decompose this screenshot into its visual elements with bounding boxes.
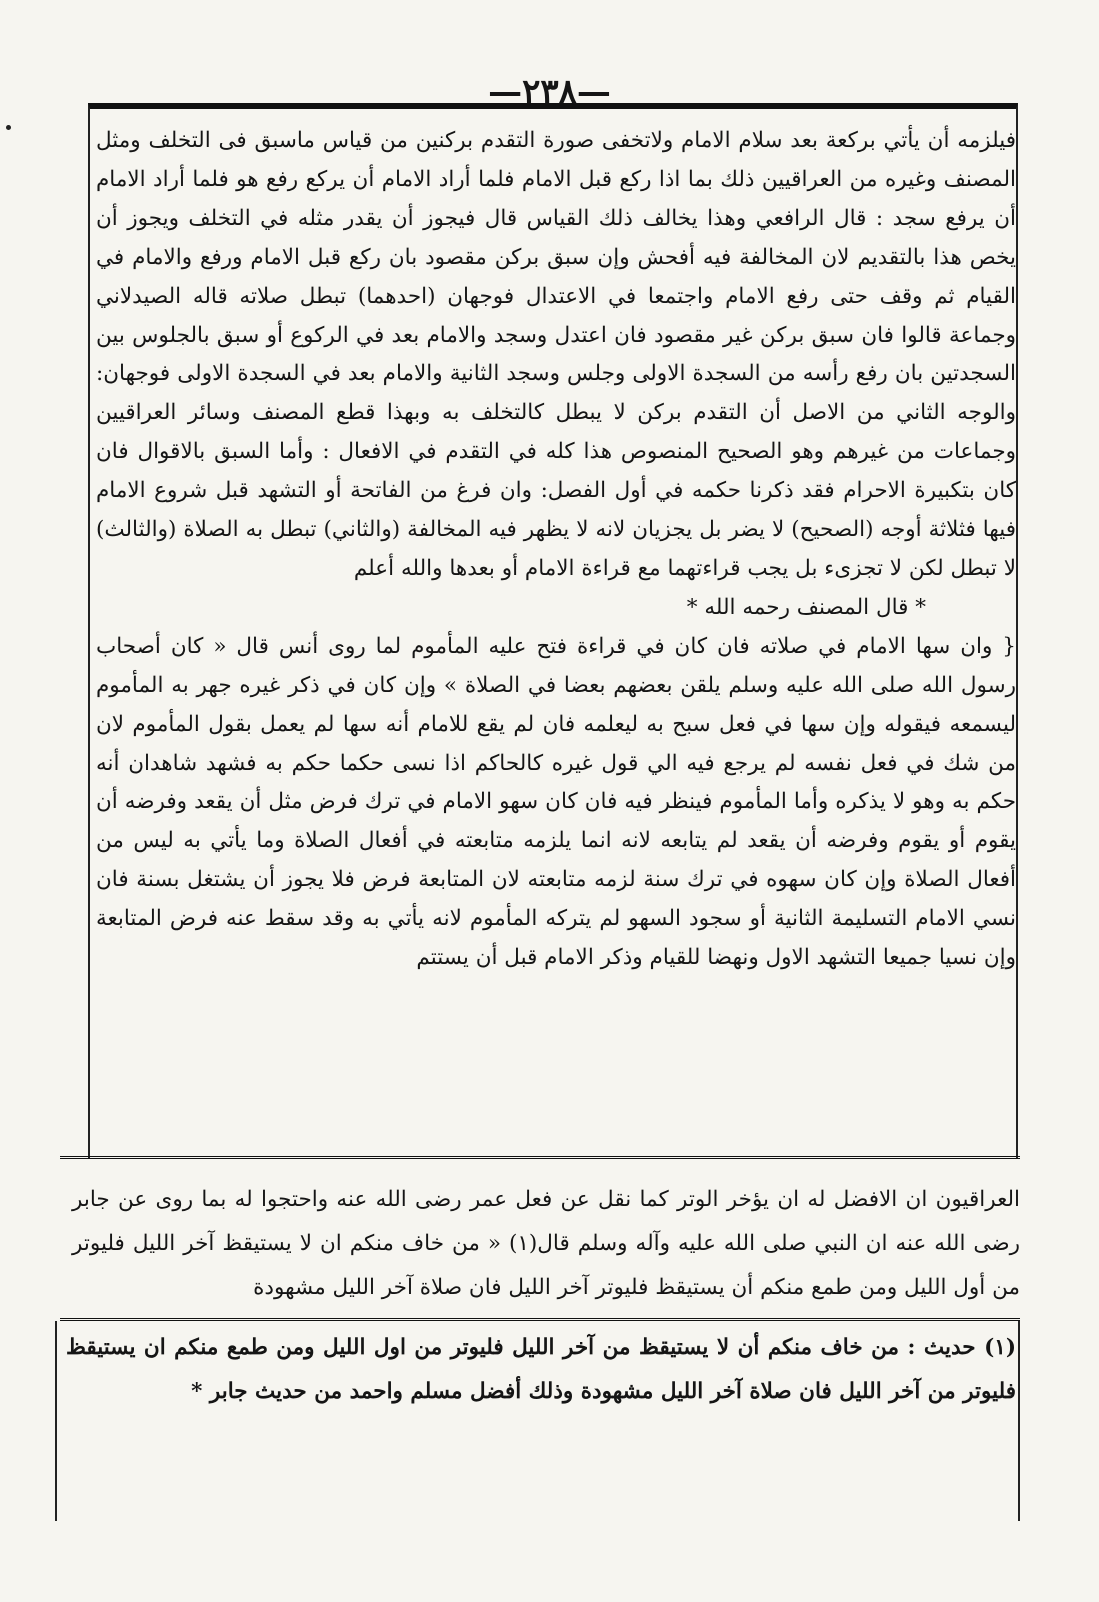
main-text [96, 122, 1016, 978]
footnote-text [66, 1326, 1016, 1414]
main-paragraph-1: فيلزمه أن يأتي بركعة بعد سلام الامام ولاتخفى صورة التقدم بركنين من قياس ماسبق فى التخلف ومثل المصنف وغيره من العراقيين ذلك بما اذا ركع قبل الامام فلما أراد الامام أن يركع رفع هو فلما أراد الامام أن يرفع سجد : قال الرافعي وهذا يخالف ذلك القياس قال فيجوز أن يقدر مثله في التخلف ويجوز أن يخص هذا بالتقديم لان المخالفة فيه أفحش وإن سبق بركن مقصود بان ركع قبل الامام ورفع والامام في القيام ثم وقف حتى رفع الامام واجتمعا في الاعتدال فوجهان (احدهما) تبطل صلاته قاله الصيدلاني وجماعة قالوا فان سبق بركن غير مقصود فان اعتدل وسجد والامام بعد في الركوع أو سبق بالجلوس بين السجدتين بان رفع رأسه من السجدة الاولى وجلس وسجد الثانية والامام بعد في السجدة الاولى فوجهان: والوجه الثاني من الاصل أن التقدم بركن لا يبطل كالتخلف به وبهذا قطع المصنف وسائر العراقيين وجماعات من غيرهم وهو الصحيح المنصوص هذا كله في التقدم في الافعال : وأما السبق بالاقوال فان كان بتكبيرة الاحرام فقد ذكرنا حكمه في أول الفصل: وان فرغ من الفاتحة أو التشهد قبل شروع الامام فيها فثلاثة أوجه (الصحيح) لا يضر بل يجزيان لانه لا يظهر فيه المخالفة (والثاني) تبطل به الصلاة (والثالث) لا تبطل لكن لا تجزىء بل يجب قراءتهما مع قراءة الامام أو بعدها والله أعلم [96, 128, 1016, 581]
page-number: —٢٣٨— [488, 72, 611, 112]
divider-main [60, 1156, 1020, 1159]
footnote-paragraph: (١) حديث : من خاف منكم أن لا يستيقظ من آخر الليل فليوتر من اول الليل ومن طمع منكم ان يستيقظ فليوتر من آخر الليل فان صلاة آخر الليل مشهودة وذلك أفضل مسلم واحمد من حديث جابر * [66, 1335, 1016, 1404]
section-heading: * قال المصنف رحمه الله * [686, 594, 926, 620]
commentary-text [72, 1178, 1020, 1310]
commentary-paragraph: العراقيون ان الافضل له ان يؤخر الوتر كما نقل عن فعل عمر رضى الله عنه واحتجوا له بما روى عن جابر رضى الله عنه ان النبي صلى الله عليه وآله وسلم قال(١) « من خاف منكم ان لا يستيقظ آخر الليل فليوتر من أول الليل ومن طمع منكم أن يستيقظ فليوتر آخر الليل فان صلاة آخر الليل مشهودة [72, 1187, 1020, 1300]
main-paragraph-2: { وان سها الامام في صلاته فان كان في قراءة فتح عليه المأموم لما روى أنس قال « كان أصحاب رسول الله صلى الله عليه وسلم يلقن بعضهم بعضا في الصلاة » وإن كان في ذكر غيره جهر به المأموم ليسمعه فيقوله وإن سها في فعل سبح به ليعلمه فان لم يقع للامام أنه سها لم يعمل بقول المأموم لان من شك في فعل نفسه لم يرجع فيه الي قول غيره كالحاكم اذا نسى حكما حكم به فشهد شاهدان أنه حكم به وهو لا يذكره وأما المأموم فينظر فيه فان كان سهو الامام في ترك فرض مثل أن يقعد وفرضه أن يقوم أو يقوم وفرضه أن يقعد لم يتابعه لانه انما يلزمه متابعته في أفعال الصلاة وما يأتي به ليس من أفعال الصلاة وإن كان سهوه في ترك سنة لزمه متابعته لان المتابعة فرض فلا يجوز أن يشتغل بسنة فان نسي الامام التسليمة الثانية أو سجود السهو لم يتركه المأموم لانه يأتي به وقد سقط عنه فرض المتابعة وإن نسيا جميعا التشهد الاول ونهضا للقيام وذكر الامام قبل أن يستتم [96, 633, 1016, 971]
scan-speck [6, 125, 11, 130]
